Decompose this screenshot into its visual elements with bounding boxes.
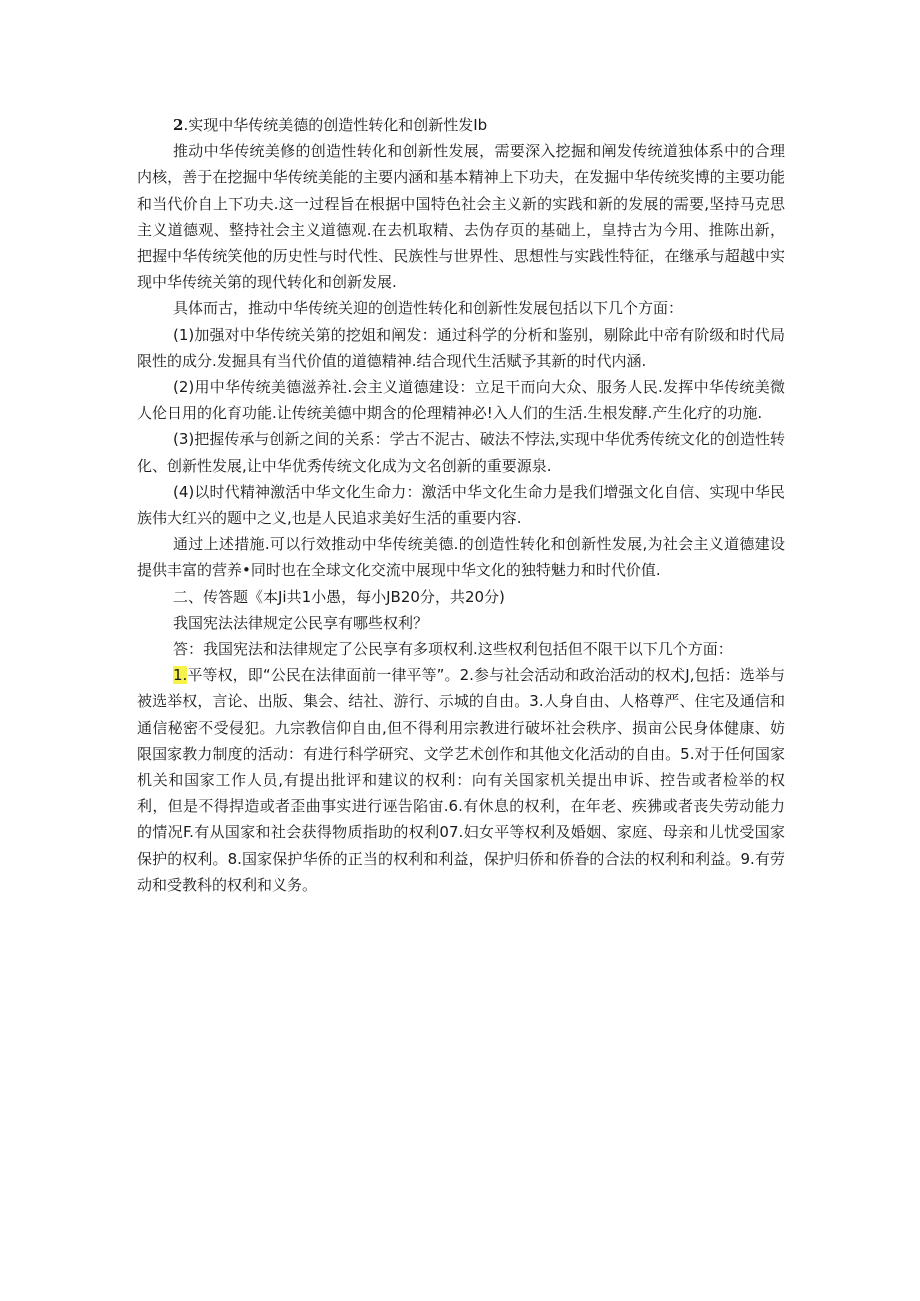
section-title: .实现中华传统美德的创造性转化和创新性发Ib xyxy=(183,116,488,134)
paragraph-aspects: 具体而古，推动中华传统关迎的创造性转化和创新性发展包括以下几个方面： xyxy=(173,299,684,318)
section-number: 2 xyxy=(173,116,184,134)
section-heading xyxy=(137,112,785,138)
paragraph-item-1: (1)加强对中华传统关第的挖姐和阐发：通过科学的分析和鉴别，剔除此中帝有阶级和时代局限性的成分.发掘具有当代价值的道德精神.结合现代生活赋予其新的时代内涵. xyxy=(137,325,785,370)
question-section-heading: 二、传答题《本Ji共1小愚，每小JB20分，共20分) xyxy=(173,587,505,606)
document-page xyxy=(137,112,785,898)
paragraph-intro: 推动中华传统美修的创造性转化和创新性发展，需要深入挖掘和阐发传统道独体系中的合理内核，善于在挖掘中华传统美能的主要内涵和基本精神上下功夫，在发掘中华传统奖博的主要功能和当代价自上下功夫.这一过程旨在根据中国特色社会主义新的实践和新的发展的需要,坚持马克思主义道德观、整持社会主义道德观.在去机取精、去伪存页的基础上，皇持古为今用、推陈出新，把握中华传统笑他的历史性与时代性、民族性与世界性、思想性与实践性特征，在继承与超越中实现中华传统关第的现代转化和创新发展. xyxy=(137,142,785,292)
answer-rights-list xyxy=(137,662,785,898)
paragraph-item-3: (3)把握传承与创新之间的关系：学古不泥古、破法不悖法,实现中华优秀传统文化的创造性转化、创新性发展,让中华优秀传统文化成为文名创新的重要源泉. xyxy=(137,430,785,475)
paragraph-conclusion: 通过上述措施.可以行效推动中华传统美德.的创造性转化和创新性发展,为社会主义道德建设提供丰富的营养•同时也在全球文化交流中展现中华文化的独特魅力和时代价值. xyxy=(137,535,785,580)
question-text: 我国宪法法律规定公民享有哪些权利？ xyxy=(173,613,429,632)
paragraph-item-2: (2)用中华传统美德滋养社.会主义道德建设：立足干而向大众、服务人民.发挥中华传统美微人伦日用的化育功能.让传统美德中期含的伦理精神必!入人们的生活.生根发酵.产生化疗的功施. xyxy=(137,378,785,423)
answer-rights-text: 平等权，即“公民在法律面前一律平等”。2.参与社会活动和政治活动的权术J,包括：选举与被选举权，言论、出版、集会、结社、游行、示城的自由。3.人身自由、人格尊严、住宅及通信和通信秘密不受侵犯。九宗教信仰自由,但不得利用宗教进行破坏社会秩序、损亩公民身体健康、妨限国家教力制度的活动：有进行科学研究、文学艺术创作和其他文化活动的自由。5.对于任何国家机关和国家工作人员,有提出批评和建议的权利：向有关国家机关提出申诉、控告或者检举的权利，但是不得捍造或者歪曲事实进行诬告陷宙.6.有休息的权利，在年老、疾狒或者丧失劳动能力的情况F.有从国家和社会获得物质指助的权利07.妇女平等权利及婚姻、家庭、母亲和儿忧受国家保护的权利。8.国家保护华侨的正当的权利和利益，保护归侨和侨眷的合法的权利和利益。9.有劳动和受教科的权利和义务。 xyxy=(137,666,785,894)
highlighted-number: 1. xyxy=(173,666,188,685)
paragraph-item-4: (4)以时代精神激活中华文化生命力：激活中华文化生命力是我们增强文化自信、实现中华民族伟大红兴的题中之义,也是人民追求美好生活的重要内容. xyxy=(137,482,785,528)
answer-intro: 答：我国宪法和法律规定了公民享有多项权利.这些权利包括但不限干以下几个方面： xyxy=(173,640,733,659)
